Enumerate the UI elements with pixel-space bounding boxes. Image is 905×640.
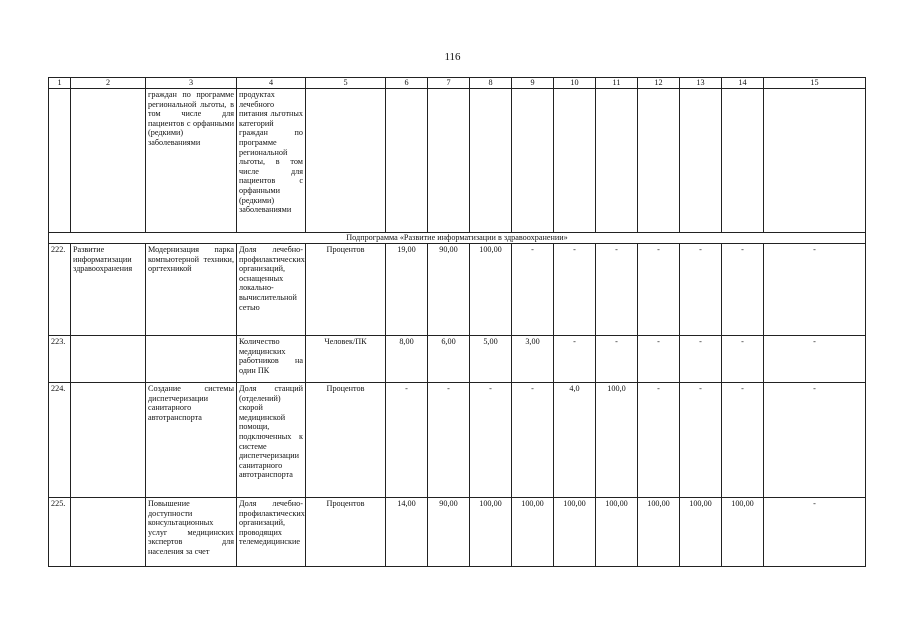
header-row <box>49 78 866 89</box>
header-cell: 10 <box>554 78 596 89</box>
unit-cell <box>306 89 386 233</box>
row-number: 224. <box>49 383 71 498</box>
header-cell: 15 <box>764 78 866 89</box>
header-cell: 2 <box>71 78 146 89</box>
header-cell: 14 <box>722 78 764 89</box>
value-cell: 90,00 <box>428 244 470 336</box>
value-cell: - <box>764 244 866 336</box>
page-number: 116 <box>444 51 461 63</box>
measure-cell: Модернизация парка компьютерной техники, оргтехникой <box>146 244 237 336</box>
task-cell: Развитие информатизации здравоохранения <box>71 244 146 336</box>
value-cell: - <box>638 336 680 383</box>
table-row <box>49 498 866 567</box>
subprogram-row <box>49 233 866 244</box>
header-cell: 8 <box>470 78 512 89</box>
value-cell: - <box>512 244 554 336</box>
table-row <box>49 336 866 383</box>
value-cell: - <box>470 383 512 498</box>
measure-cell: граждан по программе региональной льготы, в том числе для пациентов с орфанными (редкими) заболеваниями <box>146 89 237 233</box>
unit-cell: Человек/ПК <box>306 336 386 383</box>
value-cell: 100,00 <box>512 498 554 567</box>
row-number <box>49 89 71 233</box>
unit-cell: Процентов <box>306 383 386 498</box>
header-cell: 6 <box>386 78 428 89</box>
value-cell: - <box>764 383 866 498</box>
header-cell: 12 <box>638 78 680 89</box>
value-cell: 100,00 <box>470 244 512 336</box>
header-cell: 4 <box>237 78 306 89</box>
value-cell: 100,00 <box>470 498 512 567</box>
value-cell: - <box>386 383 428 498</box>
task-cell <box>71 383 146 498</box>
row-number: 225. <box>49 498 71 567</box>
header-cell: 13 <box>680 78 722 89</box>
value-cell: - <box>554 336 596 383</box>
indicator-cell: Доля станций (отделений) скорой медицинской помощи, подключенных к системе диспетчеризации санитарного автотранспорта <box>237 383 306 498</box>
table-row <box>49 89 866 233</box>
value-cell: 100,0 <box>596 383 638 498</box>
value-cell: 4,0 <box>554 383 596 498</box>
value-cell: - <box>596 244 638 336</box>
value-cell: 100,00 <box>596 498 638 567</box>
header-cell: 7 <box>428 78 470 89</box>
row-number: 222. <box>49 244 71 336</box>
value-cell: 100,00 <box>638 498 680 567</box>
measure-cell: Повышение доступности консультационных услуг медицинских экспертов для населения за счет <box>146 498 237 567</box>
table-row <box>49 383 866 498</box>
value-cell: - <box>554 244 596 336</box>
header-cell: 1 <box>49 78 71 89</box>
value-cell: 19,00 <box>386 244 428 336</box>
unit-cell: Процентов <box>306 244 386 336</box>
value-cell: - <box>680 244 722 336</box>
value-cell: - <box>638 383 680 498</box>
value-cell: 100,00 <box>554 498 596 567</box>
value-cell: 5,00 <box>470 336 512 383</box>
value-cell: - <box>512 383 554 498</box>
indicator-cell: Доля лечебно-профилактических организаций, проводящих телемедицинские <box>237 498 306 567</box>
value-cell: 100,00 <box>722 498 764 567</box>
indicator-cell: Доля лечебно-профилактических организаций, оснащенных локально-вычислительной сетью <box>237 244 306 336</box>
value-cell: - <box>722 244 764 336</box>
header-cell: 3 <box>146 78 237 89</box>
header-cell: 5 <box>306 78 386 89</box>
value-cell: - <box>680 336 722 383</box>
indicator-cell: Количество медицинских работников на один ПК <box>237 336 306 383</box>
task-cell <box>71 89 146 233</box>
table-row <box>49 244 866 336</box>
task-cell <box>71 498 146 567</box>
value-cell: - <box>764 336 866 383</box>
value-cell: 8,00 <box>386 336 428 383</box>
indicator-cell: продуктах лечебного питания льготных категорий граждан по программе региональной льготы, в том числе для пациентов с орфанными (редкими) заболеваниями <box>237 89 306 233</box>
value-cell: - <box>428 383 470 498</box>
value-cell: 90,00 <box>428 498 470 567</box>
subprogram-title: Подпрограмма «Развитие информатизации в здравоохранении» <box>49 233 866 244</box>
value-cell: - <box>596 336 638 383</box>
measure-cell: Создание системы диспетчеризации санитарного автотранспорта <box>146 383 237 498</box>
value-cell: 6,00 <box>428 336 470 383</box>
value-cell: - <box>680 383 722 498</box>
row-number: 223. <box>49 336 71 383</box>
measure-cell <box>146 336 237 383</box>
value-cell: 14,00 <box>386 498 428 567</box>
value-cell: 100,00 <box>680 498 722 567</box>
value-cell: 3,00 <box>512 336 554 383</box>
value-cell: - <box>638 244 680 336</box>
header-cell: 11 <box>596 78 638 89</box>
value-cell: - <box>722 336 764 383</box>
value-cell: - <box>722 383 764 498</box>
value-cell: - <box>764 498 866 567</box>
task-cell <box>71 336 146 383</box>
header-cell: 9 <box>512 78 554 89</box>
unit-cell: Процентов <box>306 498 386 567</box>
indicator-table <box>48 77 866 567</box>
